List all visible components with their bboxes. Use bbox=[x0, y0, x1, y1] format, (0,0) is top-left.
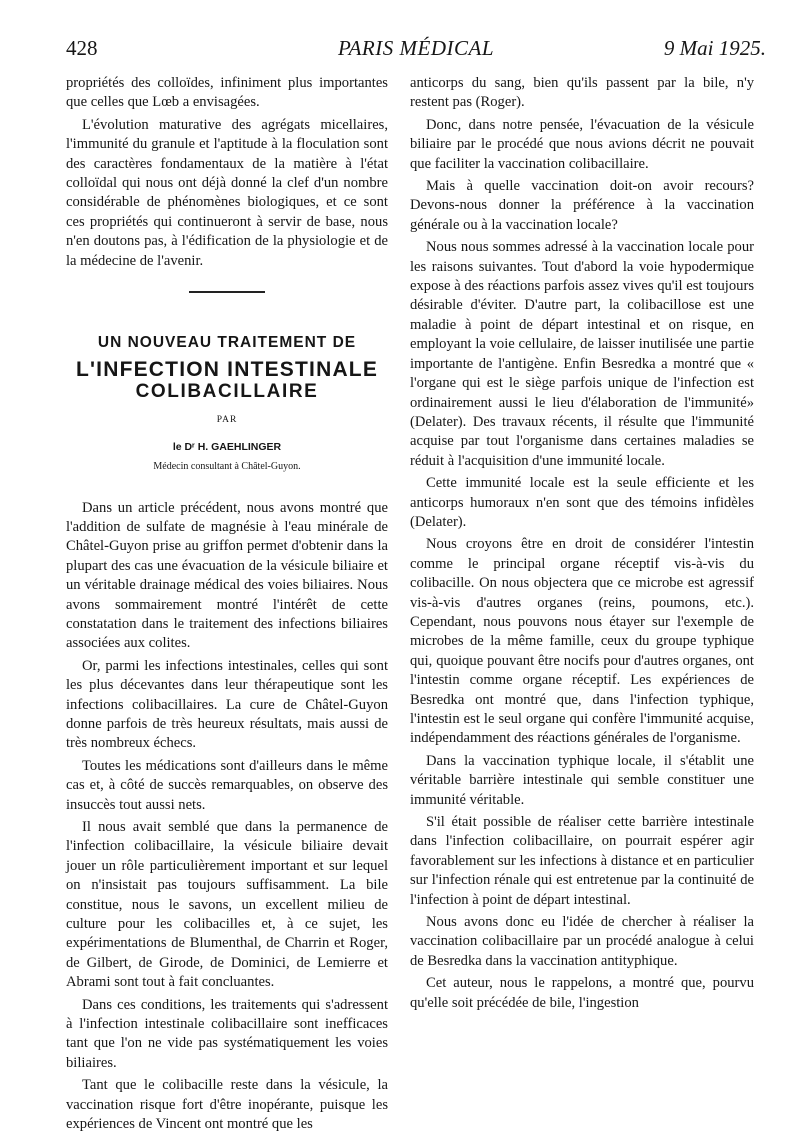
author-affiliation: Médecin consultant à Châtel-Guyon. bbox=[153, 461, 301, 473]
paragraph: Or, parmi les infections intestinales, celles qui sont les plus décevantes dans leur thérapeutique sont les infections colibacillaires. La cure de Châtel-Guyon donne parfois de très heureux résultats, mais aussi de très nombreux échecs. bbox=[66, 657, 388, 752]
right-column bbox=[410, 74, 754, 1016]
page-header bbox=[66, 36, 766, 70]
journal-title: PARIS MÉDICAL bbox=[337, 36, 494, 60]
left-column bbox=[66, 74, 388, 1138]
paragraph: Il nous avait semblé que dans la permanence de l'infection colibacillaire, la vésicule biliaire devait jouer un rôle particulièrement important et sur lequel on n'insistait pas toujours suffisamment. La bile constitue, nous le savons, un excellent milieu de culture pour les colibacilles et, à ce sujet, les expérimentations de Blumenthal, de Charrin et Roger, de Gilbert, de Girode, de Dominici, de Lemierre et Abrami sont tout à fait concluantes. bbox=[66, 819, 388, 991]
paragraph: Dans un article précédent, nous avons montré que l'addition de sulfate de magnésie à l'eau minérale de Châtel-Guyon prise au griffon permet d'obtenir dans la plupart des cas une évacuation de la vésicule biliaire et un véritable drainage médical des voies biliaires. Nous avons sommairement montré l'intérêt de cette constatation dans le traitement des infections biliaires associées aux colites. bbox=[66, 499, 388, 652]
paragraph: Donc, dans notre pensée, l'évacuation de la vésicule biliaire par le procédé que nous avions décrit ne pouvait que faciliter la vaccination colibacillaire. bbox=[410, 116, 754, 172]
author-name: le Dʳ H. GAEHLINGER bbox=[172, 440, 282, 453]
paragraph: S'il était possible de réaliser cette barrière intestinale dans l'infection colibacillaire, on pourrait espérer agir favorablement sur les infections à distance et en particulier sur l'infection rénale qui est entretenue par la continuité de l'infection à point de départ intestinal. bbox=[410, 814, 754, 908]
paragraph: Nous avons donc eu l'idée de chercher à réaliser la vaccination colibacillaire par un procédé analogue à celui de Besredka dans la vaccination antityphique. bbox=[410, 914, 754, 969]
paragraph: propriétés des colloïdes, infiniment plus importantes que celles que Lœb a envisagées. bbox=[66, 75, 388, 111]
article-title-line-2: L'INFECTION INTESTINALE bbox=[75, 358, 379, 382]
paragraph: Dans ces conditions, les traitements qui s'adressent à l'infection intestinale colibacillaire sont inefficaces tant que l'on ne vide pas systématiquement les voies biliaires. bbox=[66, 996, 388, 1071]
paragraph: Tant que le colibacille reste dans la vésicule, la vaccination risque fort d'être inopérante, puisque les expériences de Vincent ont montré que les bbox=[66, 1077, 388, 1133]
byline-par: PAR bbox=[216, 415, 238, 426]
paragraph: Cet auteur, nous le rappelons, a montré que, pourvu qu'elle soit précédée de bile, l'ingestion bbox=[410, 975, 754, 1011]
paragraph: Nous croyons être en droit de considérer l'intestin comme le principal organe réceptif vis-à-vis du colibacille. On nous objectera que ce microbe est agressif vis-à-vis d'autres organes (reins, poumons, etc.). Cependant, nous pouvons nous étayer sur l'exemple de microbes de la même famille, ceux du groupe typhique qui, quoique pouvant être nocifs pour d'autres organes, ont l'intestin comme organe réceptif. Les expériences de Besredka ont montré que, dans l'infection typhique, l'intestin est le seul organe qui confère l'immunité acquise, indépendamment des réactions générales de l'organisme. bbox=[410, 536, 754, 747]
article-heading bbox=[66, 333, 388, 476]
paragraph: anticorps du sang, bien qu'ils passent par la bile, n'y restent pas (Roger). bbox=[410, 75, 754, 111]
article-title-line-1: UN NOUVEAU TRAITEMENT DE bbox=[97, 334, 357, 352]
paragraph: L'évolution maturative des agrégats micellaires, l'immunité du granule et l'aptitude à la floculation sont des caractères fondamentaux de la matière à l'état colloïdal qui nous ont déjà donné la clef d'un nombre considérable de phénomènes biologiques, et ce sont ces propriétés qui continueront à servir de base, nous n'en doutons pas, à l'édification de la physiologie et de la médecine de l'avenir. bbox=[66, 116, 388, 269]
paragraph: Nous nous sommes adressé à la vaccination locale pour les raisons suivantes. Tout d'abord la voie hypodermique expose à des réactions parfois assez vives qu'il est toujours désirable d'éviter. D'autre part, la colibacillose est une maladie à point de départ intestinal et on risque, en employant la voie cellulaire, de laisser inutilisée une partie importante de l'antigène. Enfin Besredka a montré que « l'organe qui est le siège parfois unique de l'infection est ordinairement aussi le lieu d'élaboration de l'immunité» (Delater). Des travaux récents, il résulte que l'immunité acquise par tout l'organisme dans certaines maladies se réduit à l'acquisition d'une immunité locale. bbox=[410, 239, 754, 469]
paragraph: Toutes les médications sont d'ailleurs dans le même cas et, à côté de succès remarquables, on observe des insuccès tout aussi nets. bbox=[66, 757, 388, 813]
paragraph: Cette immunité locale est la seule efficiente et les anticorps humoraux n'en sont que des témoins infidèles (Delater). bbox=[410, 475, 754, 530]
paragraph: Dans la vaccination typhique locale, il s'établit une véritable barrière intestinale qui semble constituer une immunité véritable. bbox=[410, 752, 754, 808]
issue-date: 9 Mai 1925. bbox=[663, 36, 766, 60]
paragraph: Mais à quelle vaccination doit-on avoir recours? Devons-nous donner la préférence à la vaccination générale ou à la vaccination locale? bbox=[410, 178, 754, 233]
article-title-line-3: COLIBACILLAIRE bbox=[135, 380, 319, 402]
page-number: 428 bbox=[66, 36, 98, 60]
section-divider bbox=[189, 291, 265, 293]
